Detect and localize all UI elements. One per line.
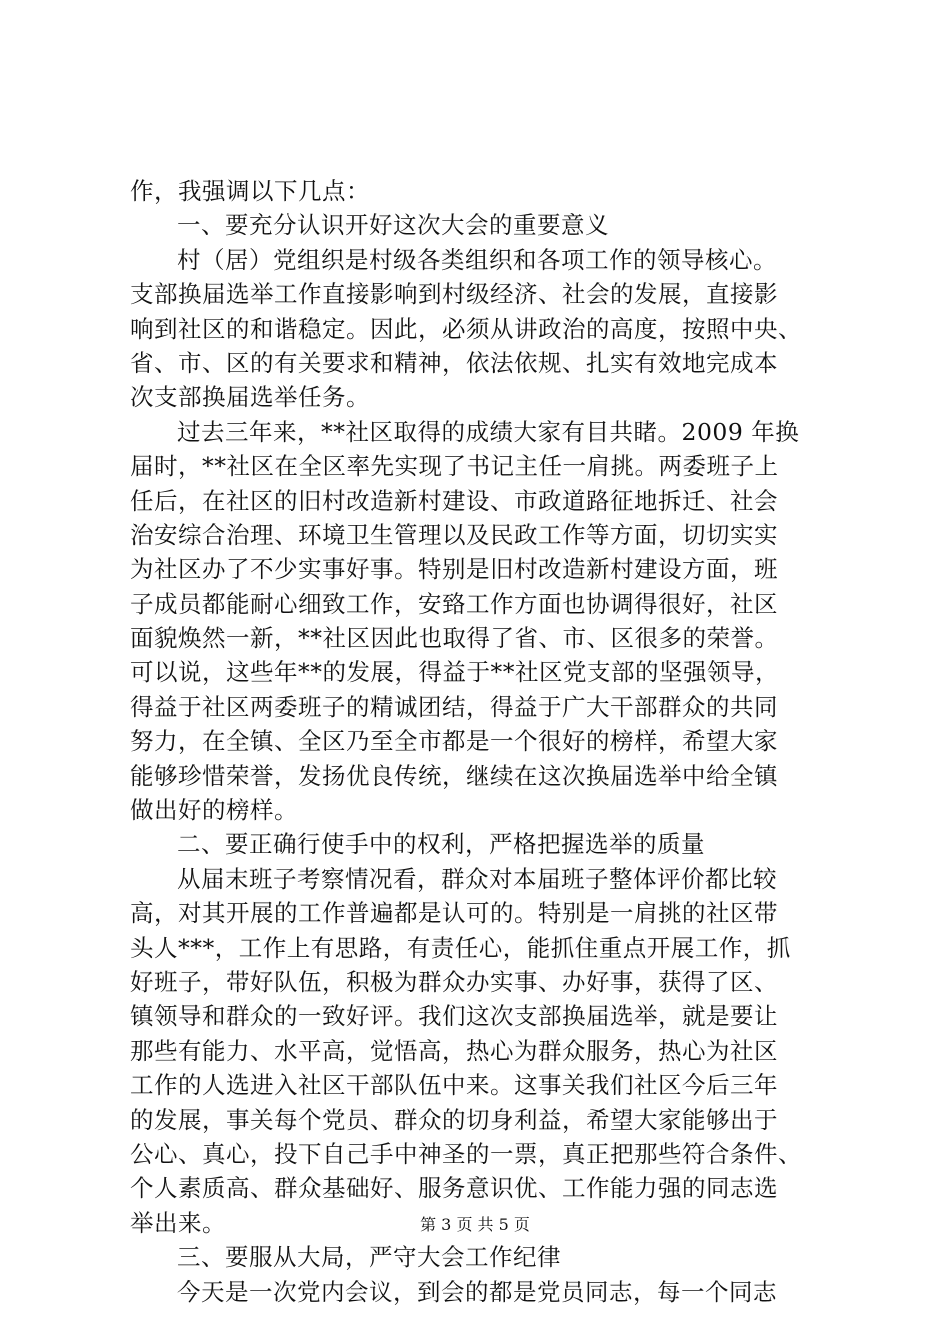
text-line: 治安综合治理、环境卫生管理以及民政工作等方面，切切实实 <box>130 520 778 549</box>
text-line: 作，我强调以下几点： <box>130 177 370 205</box>
text-line: 省、市、区的有关要求和精神，依法依规、扎实有效地完成本 <box>130 348 778 377</box>
text-line: 为社区办了不少实事好事。特别是旧村改造新村建设方面，班 <box>130 555 778 584</box>
text-line: 头人***，工作上有思路，有责任心，能抓住重点开展工作，抓 <box>130 933 791 962</box>
text-line: 努力，在全镇、全区乃至全市都是一个很好的榜样，希望大家 <box>130 727 778 756</box>
text-line: 可以说，这些年**的发展，得益于**社区党支部的坚强领导， <box>130 658 779 687</box>
text-line: 任后，在社区的旧村改造新村建设、市政道路征地拆迁、社会 <box>130 486 778 515</box>
text-line: 镇领导和群众的一致好评。我们这次支部换届选举，就是要让 <box>130 1002 778 1031</box>
text-line: 举出来。 <box>130 1208 226 1237</box>
text-line: 届时，**社区在全区率先实现了书记主任一肩挑。两委班子上 <box>130 452 779 481</box>
text-line: 从届末班子考察情况看，群众对本届班子整体评价都比较 <box>177 864 777 893</box>
text-line: 做出好的榜样。 <box>130 796 298 825</box>
text-line: 能够珍惜荣誉，发扬优良传统，继续在这次换届选举中给全镇 <box>130 761 778 790</box>
text-line: 响到社区的和谐稳定。因此，必须从讲政治的高度，按照中央、 <box>130 314 802 343</box>
text-line: 面貌焕然一新，**社区因此也取得了省、市、区很多的荣誉。 <box>130 624 779 653</box>
text-line: 个人素质高、群众基础好、服务意识优、工作能力强的同志选 <box>130 1174 778 1203</box>
text-line: 二、要正确行使手中的权利，严格把握选举的质量 <box>177 830 705 859</box>
text-line: 得益于社区两委班子的精诚团结，得益于广大干部群众的共同 <box>130 692 778 721</box>
text-line: 公心、真心，投下自己手中神圣的一票，真正把那些符合条件、 <box>130 1139 802 1168</box>
page-footer: 第 3 页 共 5 页 <box>420 1215 530 1234</box>
text-line: 工作的人选进入社区干部队伍中来。这事关我们社区今后三年 <box>130 1071 778 1100</box>
text-line: 三、要服从大局，严守大会工作纪律 <box>177 1243 561 1272</box>
text-line: 村（居）党组织是村级各类组织和各项工作的领导核心。 <box>177 245 777 274</box>
document-body <box>130 174 830 1309</box>
text-line: 的发展，事关每个党员、群众的切身利益，希望大家能够出于 <box>130 1105 778 1134</box>
text-line: 次支部换届选举任务。 <box>130 383 370 412</box>
text-line: 一、要充分认识开好这次大会的重要意义 <box>177 211 609 240</box>
text-line: 支部换届选举工作直接影响到村级经济、社会的发展，直接影 <box>130 280 778 309</box>
text-line: 过去三年来，**社区取得的成绩大家有目共睹。2009 年换 <box>177 417 800 446</box>
text-line: 今天是一次党内会议，到会的都是党员同志，每一个同志 <box>177 1277 777 1306</box>
text-line: 子成员都能耐心细致工作，安臵工作方面也协调得很好，社区 <box>130 589 778 618</box>
text-line: 好班子，带好队伍，积极为群众办实事、办好事，获得了区、 <box>130 967 778 996</box>
text-line: 高，对其开展的工作普遍都是认可的。特别是一肩挑的社区带 <box>130 899 778 928</box>
text-line: 那些有能力、水平高，觉悟高，热心为群众服务，热心为社区 <box>130 1036 778 1065</box>
